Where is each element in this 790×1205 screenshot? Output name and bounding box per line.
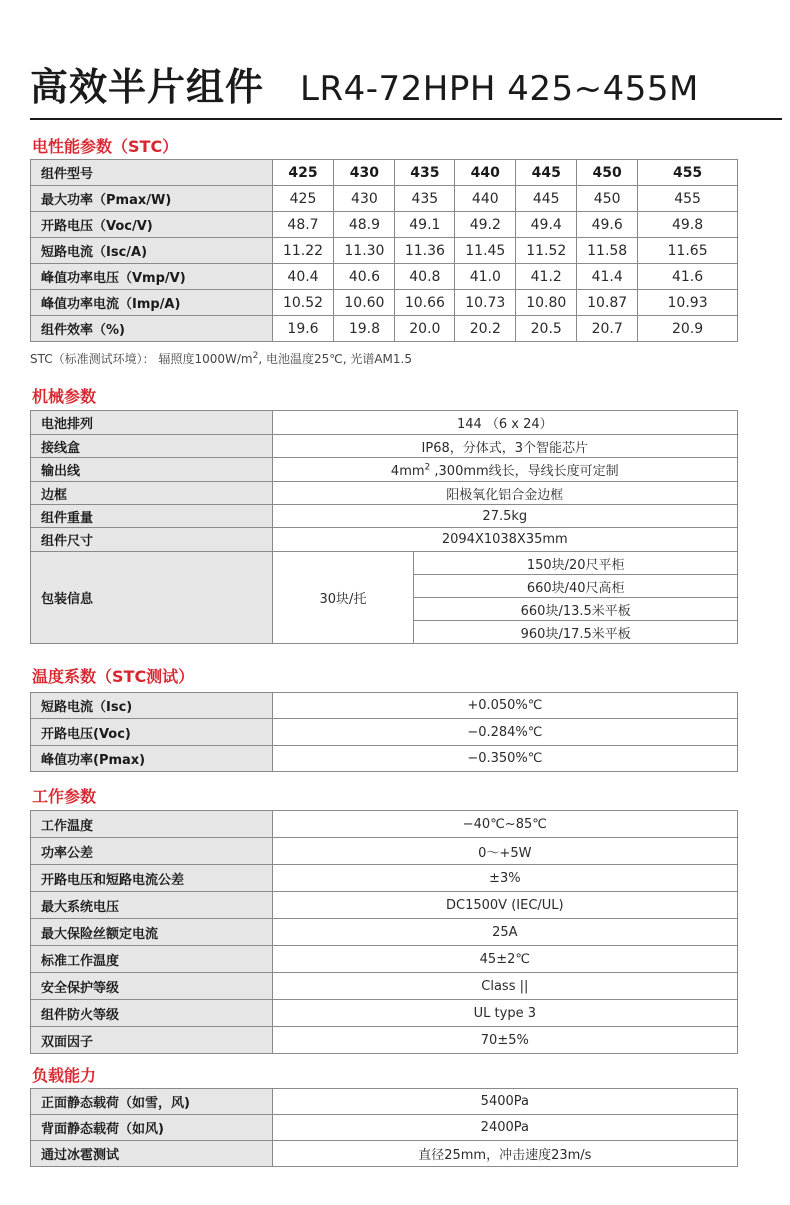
load-table bbox=[30, 1088, 738, 1167]
table-row bbox=[31, 838, 738, 865]
row-label: 功率公差 bbox=[31, 838, 273, 865]
value-cell: 49.2 bbox=[455, 212, 516, 238]
section-title-electrical: 电性能参数（STC） bbox=[32, 137, 179, 156]
model-cell: 430 bbox=[334, 160, 395, 186]
value-cell: 41.0 bbox=[455, 264, 516, 290]
row-label: 短路电流（Isc) bbox=[31, 693, 273, 719]
value-cell: 144 （6 x 24） bbox=[272, 411, 737, 435]
value-cell: 10.80 bbox=[516, 290, 577, 316]
value-cell: 435 bbox=[395, 186, 455, 212]
value-cell: 2094X1038X35mm bbox=[272, 528, 737, 552]
value-cell: 40.6 bbox=[334, 264, 395, 290]
value-cell: 440 bbox=[455, 186, 516, 212]
row-label: 接线盒 bbox=[31, 435, 273, 458]
table-row bbox=[31, 1115, 738, 1141]
value-cell: 11.36 bbox=[395, 238, 455, 264]
mechanical-table bbox=[30, 410, 738, 644]
row-label: 峰值功率(Pmax) bbox=[31, 746, 273, 772]
table-row bbox=[31, 552, 738, 575]
table-row bbox=[31, 160, 738, 186]
value-cell: 19.8 bbox=[334, 316, 395, 342]
table-row bbox=[31, 693, 738, 719]
row-label: 峰值功率电压（Vmp/V) bbox=[31, 264, 273, 290]
value-cell: 41.6 bbox=[638, 264, 738, 290]
note-text: STC（标准测试环境）： 辐照度1000W/m bbox=[30, 352, 253, 366]
page-title bbox=[30, 56, 699, 111]
packing-option: 660块/13.5米平板 bbox=[414, 598, 738, 621]
value-cell: 49.8 bbox=[638, 212, 738, 238]
table-row bbox=[31, 1027, 738, 1054]
value-cell: 455 bbox=[638, 186, 738, 212]
value-cell: 10.60 bbox=[334, 290, 395, 316]
value-cell: 27.5kg bbox=[272, 505, 737, 528]
table-row bbox=[31, 1089, 738, 1115]
value-cell: 20.5 bbox=[516, 316, 577, 342]
model-cell: 435 bbox=[395, 160, 455, 186]
value-cell: 20.0 bbox=[395, 316, 455, 342]
table-row bbox=[31, 1000, 738, 1027]
row-label: 双面因子 bbox=[31, 1027, 273, 1054]
stc-note bbox=[30, 350, 412, 367]
model-cell: 425 bbox=[272, 160, 334, 186]
value-cell: 2400Pa bbox=[272, 1115, 737, 1141]
row-label: 开路电压（Voc/V) bbox=[31, 212, 273, 238]
table-row bbox=[31, 865, 738, 892]
section-title-temperature: 温度系数（STC测试） bbox=[32, 667, 195, 686]
value-cell: 19.6 bbox=[272, 316, 334, 342]
value-cell: 445 bbox=[516, 186, 577, 212]
value-cell: 11.30 bbox=[334, 238, 395, 264]
value-cell: −0.350%℃ bbox=[272, 746, 737, 772]
value-cell: 20.2 bbox=[455, 316, 516, 342]
value-cell: 40.4 bbox=[272, 264, 334, 290]
table-row bbox=[31, 919, 738, 946]
model-cell: 440 bbox=[455, 160, 516, 186]
table-row bbox=[31, 1141, 738, 1167]
value-cell: 11.58 bbox=[577, 238, 638, 264]
value-cell: 11.45 bbox=[455, 238, 516, 264]
operating-table bbox=[30, 810, 738, 1054]
value-cell: 10.66 bbox=[395, 290, 455, 316]
table-row bbox=[31, 505, 738, 528]
value-cell: 48.7 bbox=[272, 212, 334, 238]
row-label: 开路电压和短路电流公差 bbox=[31, 865, 273, 892]
row-label: 开路电压(Voc) bbox=[31, 719, 273, 746]
packing-option: 660块/40尺高柜 bbox=[414, 575, 738, 598]
model-cell: 445 bbox=[516, 160, 577, 186]
value-cell: +0.050%℃ bbox=[272, 693, 737, 719]
value-cell: UL type 3 bbox=[272, 1000, 737, 1027]
value-cell: 20.9 bbox=[638, 316, 738, 342]
table-row bbox=[31, 482, 738, 505]
row-label: 最大保险丝额定电流 bbox=[31, 919, 273, 946]
row-label: 标准工作温度 bbox=[31, 946, 273, 973]
value-cell: 11.52 bbox=[516, 238, 577, 264]
value-cell: 49.4 bbox=[516, 212, 577, 238]
row-label: 背面静态载荷（如风) bbox=[31, 1115, 273, 1141]
packing-option: 960块/17.5米平板 bbox=[414, 621, 738, 644]
value-cell: 45±2℃ bbox=[272, 946, 737, 973]
note-text: , 电池温度25℃, 光谱AM1.5 bbox=[258, 352, 412, 366]
value-cell: 10.52 bbox=[272, 290, 334, 316]
value-cell: 5400Pa bbox=[272, 1089, 737, 1115]
value-superscript: 2 bbox=[424, 462, 431, 473]
value-cell: −40℃~85℃ bbox=[272, 811, 737, 838]
table-row bbox=[31, 892, 738, 919]
table-row bbox=[31, 435, 738, 458]
table-row bbox=[31, 528, 738, 552]
table-row bbox=[31, 290, 738, 316]
value-text: ,300mm线长，导线长度可定制 bbox=[430, 464, 619, 479]
value-cell: 41.4 bbox=[577, 264, 638, 290]
row-label: 安全保护等级 bbox=[31, 973, 273, 1000]
table-row bbox=[31, 238, 738, 264]
value-cell: 48.9 bbox=[334, 212, 395, 238]
value-cell: 450 bbox=[577, 186, 638, 212]
section-title-mechanical: 机械参数 bbox=[32, 387, 97, 406]
table-row bbox=[31, 316, 738, 342]
value-cell: 25A bbox=[272, 919, 737, 946]
table-row bbox=[31, 946, 738, 973]
row-label: 通过冰雹测试 bbox=[31, 1141, 273, 1167]
row-label: 组件尺寸 bbox=[31, 528, 273, 552]
value-cell: Class || bbox=[272, 973, 737, 1000]
value-cell: 阳极氧化铝合金边框 bbox=[272, 482, 737, 505]
value-cell: 430 bbox=[334, 186, 395, 212]
row-label: 正面静态载荷（如雪，风) bbox=[31, 1089, 273, 1115]
value-cell: 70±5% bbox=[272, 1027, 737, 1054]
title-divider bbox=[30, 118, 782, 120]
table-row bbox=[31, 411, 738, 435]
value-cell: IP68，分体式，3个智能芯片 bbox=[272, 435, 737, 458]
value-cell: −0.284%℃ bbox=[272, 719, 737, 746]
value-cell bbox=[272, 458, 737, 482]
row-label: 电池排列 bbox=[31, 411, 273, 435]
value-cell: 49.1 bbox=[395, 212, 455, 238]
packing-option: 150块/20尺平柜 bbox=[414, 552, 738, 575]
value-cell: 20.7 bbox=[577, 316, 638, 342]
model-cell: 450 bbox=[577, 160, 638, 186]
row-label: 最大功率（Pmax/W) bbox=[31, 186, 273, 212]
per-pallet-cell: 30块/托 bbox=[272, 552, 414, 644]
value-cell: 425 bbox=[272, 186, 334, 212]
value-cell: 10.93 bbox=[638, 290, 738, 316]
value-text: 4mm bbox=[390, 464, 425, 479]
value-cell: 11.65 bbox=[638, 238, 738, 264]
table-row bbox=[31, 811, 738, 838]
electrical-table bbox=[30, 159, 738, 342]
table-row bbox=[31, 212, 738, 238]
row-label: 峰值功率电流（Imp/A) bbox=[31, 290, 273, 316]
header-label: 组件型号 bbox=[31, 160, 273, 186]
value-cell: 41.2 bbox=[516, 264, 577, 290]
value-cell: 10.87 bbox=[577, 290, 638, 316]
section-title-operating: 工作参数 bbox=[32, 787, 97, 806]
table-row bbox=[31, 264, 738, 290]
table-row bbox=[31, 973, 738, 1000]
value-cell: DC1500V (IEC/UL) bbox=[272, 892, 737, 919]
title-chinese: 高效半片组件 bbox=[30, 65, 265, 109]
row-label: 组件重量 bbox=[31, 505, 273, 528]
table-row bbox=[31, 746, 738, 772]
value-cell: 直径25mm，冲击速度23m/s bbox=[272, 1141, 737, 1167]
table-row bbox=[31, 458, 738, 482]
section-title-load: 负载能力 bbox=[32, 1066, 97, 1085]
row-label: 短路电流（Isc/A) bbox=[31, 238, 273, 264]
value-cell: 49.6 bbox=[577, 212, 638, 238]
title-model: LR4-72HPH 425~455M bbox=[300, 69, 699, 109]
table-row bbox=[31, 186, 738, 212]
row-label: 组件防火等级 bbox=[31, 1000, 273, 1027]
value-cell: 10.73 bbox=[455, 290, 516, 316]
row-label: 包装信息 bbox=[31, 552, 273, 644]
row-label: 工作温度 bbox=[31, 811, 273, 838]
temperature-table bbox=[30, 692, 738, 772]
value-cell: 11.22 bbox=[272, 238, 334, 264]
row-label: 最大系统电压 bbox=[31, 892, 273, 919]
value-cell: 0～+5W bbox=[272, 838, 737, 865]
value-cell: ±3% bbox=[272, 865, 737, 892]
model-cell: 455 bbox=[638, 160, 738, 186]
table-row bbox=[31, 719, 738, 746]
row-label: 组件效率（%) bbox=[31, 316, 273, 342]
note-superscript: 2 bbox=[252, 351, 259, 361]
row-label: 边框 bbox=[31, 482, 273, 505]
value-cell: 40.8 bbox=[395, 264, 455, 290]
row-label: 输出线 bbox=[31, 458, 273, 482]
